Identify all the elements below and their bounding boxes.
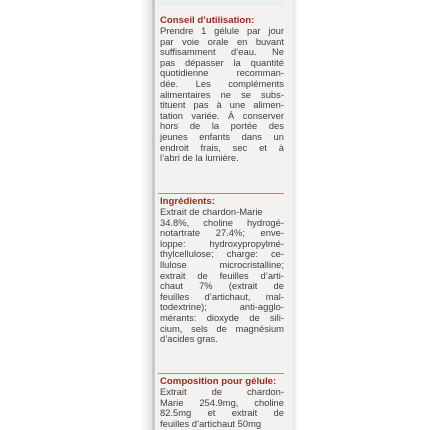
text-word: d’artichaut,: [204, 290, 251, 302]
text-line: [160, 207, 284, 218]
text-word: microcristalline;: [219, 258, 284, 270]
text-word: buvant: [255, 35, 284, 47]
text-word: À: [228, 109, 235, 121]
text-word: charge:: [226, 248, 258, 260]
text-word: à: [216, 99, 222, 111]
text-line: [160, 419, 284, 430]
text-word: 254.9mg,: [199, 396, 239, 408]
text-word: jour: [268, 25, 284, 36]
text-word: llulose: [160, 258, 187, 270]
text-word: sili-: [269, 311, 284, 323]
text-word: sec: [232, 141, 248, 153]
usage-advice-heading: Conseil d’utilisation:: [160, 15, 255, 26]
text-word: notartrate: [160, 227, 201, 239]
text-word: 7%: [199, 280, 213, 292]
ingredients-section: [160, 196, 284, 345]
text-word: une: [229, 99, 246, 111]
text-word: d’arti-: [260, 269, 284, 281]
text-word: quantité: [250, 56, 284, 68]
box-side-band: [297, 0, 305, 430]
text-word: ce-: [270, 248, 284, 260]
text-line: [160, 313, 284, 324]
text-word: 82.5mg: [160, 407, 192, 419]
text-word: chaut: [160, 280, 183, 292]
text-word: l’abri de la lumière.: [160, 152, 239, 164]
text-word: ne: [220, 88, 232, 100]
text-word: et: [207, 407, 216, 419]
text-line: [160, 260, 284, 271]
text-word: quotidienne: [160, 67, 209, 79]
text-word: Ne: [272, 46, 284, 58]
text-word: frais,: [200, 141, 221, 153]
text-word: enve-: [260, 227, 284, 239]
text-word: dans: [241, 130, 262, 142]
usage-advice-text: [160, 26, 284, 164]
text-word: de: [189, 120, 201, 132]
text-word: Les: [195, 77, 211, 89]
text-word: la: [211, 120, 220, 132]
text-word: Extrait: [160, 386, 187, 397]
text-word: 1: [201, 25, 207, 36]
text-word: extrait: [231, 407, 258, 419]
text-word: 34.8%,: [160, 216, 190, 228]
composition-text: [160, 387, 284, 429]
text-word: Prendre: [160, 25, 194, 36]
text-word: hydroxypropylmé-: [209, 237, 284, 249]
text-line: [160, 111, 284, 122]
text-line: [160, 387, 284, 398]
text-word: mérants:: [160, 311, 197, 323]
text-line: [160, 26, 284, 37]
top-color-strip: [158, 0, 284, 6]
text-word: des: [268, 120, 284, 132]
text-word: chardon-: [246, 386, 284, 397]
text-word: d’eau.: [231, 46, 257, 58]
usage-advice-section: [160, 15, 284, 164]
text-word: la: [233, 56, 241, 68]
text-word: portée: [230, 120, 258, 132]
text-word: se: [241, 88, 251, 100]
text-word: extrait: [160, 269, 186, 281]
text-word: variée.: [191, 109, 220, 121]
text-word: dée.: [160, 77, 179, 89]
text-word: conserver: [242, 109, 284, 121]
text-word: alimen-: [253, 99, 284, 111]
text-word: de: [211, 386, 222, 397]
ingredients-text: [160, 207, 284, 345]
text-line: [160, 153, 284, 164]
text-word: un: [273, 130, 284, 142]
text-word: pas: [193, 99, 209, 111]
text-word: Marie: [160, 396, 184, 408]
text-word: 27.4%;: [215, 227, 245, 239]
text-word: orale: [207, 35, 229, 47]
text-word: feuilles: [219, 269, 249, 281]
text-word: choline: [203, 216, 233, 228]
text-word: tation: [160, 109, 183, 121]
text-word: endroit: [160, 141, 189, 153]
text-word: suffisamment: [160, 46, 216, 58]
text-word: et: [259, 141, 267, 153]
text-word: d’acides gras.: [160, 333, 218, 345]
text-word: de: [216, 322, 227, 334]
text-word: à: [278, 141, 284, 153]
section-divider: [158, 193, 284, 194]
text-word: cium,: [160, 322, 183, 334]
ingredients-heading: Ingrédients:: [160, 196, 215, 207]
text-word: hors: [160, 120, 179, 132]
text-word: tituent: [160, 99, 186, 111]
text-word: de: [197, 269, 208, 281]
text-word: compléments: [228, 77, 284, 89]
text-word: anti-agglo-: [239, 301, 284, 313]
text-word: subs-: [261, 88, 284, 100]
text-word: choline: [254, 396, 284, 408]
text-word: par: [247, 25, 261, 36]
text-word: alimentaires: [160, 88, 211, 100]
composition-section: [160, 376, 284, 429]
text-word: feuilles d’artichaut 50mg: [160, 417, 262, 429]
section-divider: [158, 373, 284, 374]
text-word: todextrine);: [160, 301, 207, 313]
text-line: [160, 334, 284, 345]
text-word: par: [160, 35, 174, 47]
text-line: [160, 132, 284, 143]
text-word: voie: [182, 35, 200, 47]
text-word: mal-: [265, 290, 284, 302]
composition-heading: Composition pour gélule:: [160, 376, 277, 387]
text-word: loppe:: [160, 237, 186, 249]
text-word: hydrogé-: [246, 216, 284, 228]
text-word: de: [273, 280, 284, 292]
text-word: feuilles: [160, 290, 190, 302]
text-word: sels: [191, 322, 208, 334]
text-word: jeunes: [160, 130, 188, 142]
text-word: Extrait de chardon-Marie: [160, 206, 263, 217]
text-word: dépasser: [185, 56, 224, 68]
text-word: (extrait: [228, 280, 258, 292]
text-word: enfants: [199, 130, 230, 142]
text-word: de: [249, 311, 260, 323]
text-line: [160, 79, 284, 90]
text-word: magnésium: [235, 322, 284, 334]
text-word: gélule: [214, 25, 240, 36]
text-word: dioxyde: [206, 311, 240, 323]
text-word: thylcellulose;: [160, 248, 214, 260]
text-word: recomman-: [236, 67, 284, 79]
text-word: en: [236, 35, 248, 47]
text-word: de: [273, 407, 284, 419]
text-word: pas: [160, 56, 176, 68]
